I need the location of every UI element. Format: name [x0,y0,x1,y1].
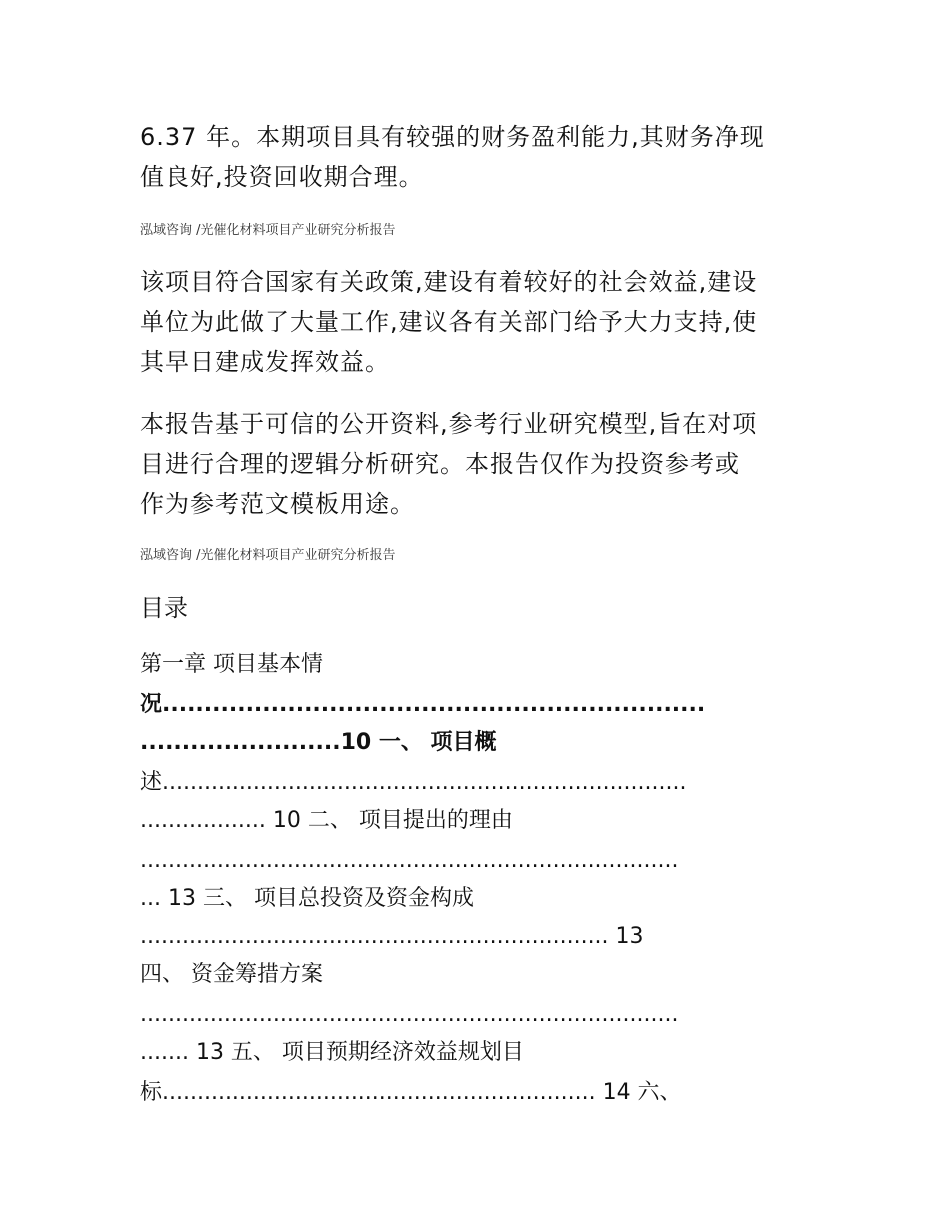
running-header: 泓域咨询 /光催化材料项目产业研究分析报告 [140,548,396,563]
paragraph-line: 值良好,投资回收期合理。 [140,163,424,191]
paragraph-policy [140,262,820,382]
paragraph-line: 目进行合理的逻辑分析研究。本报告仅作为投资参考或 [140,450,740,478]
toc-line: ............................................................................. [140,848,679,873]
toc-title: 目录 [140,594,188,622]
paragraph-line: 单位为此做了大量工作,建议各有关部门给予大力支持,使 [140,308,758,336]
paragraph-line: 本报告基于可信的公开资料,参考行业研究模型,旨在对项 [140,410,758,438]
toc-line: ....... 13 五、 项目预期经济效益规划目 [140,1040,524,1065]
toc-line: 第一章 项目基本情 [140,652,323,677]
paragraph-line: 其早日建成发挥效益。 [140,348,390,376]
toc-line: 述........................................................................... [140,770,687,795]
toc-line: .................. 10 二、 项目提出的理由 [140,808,513,833]
paragraph-financial-summary [140,117,820,197]
toc-line: ........................10 一、 项目概 [140,730,497,755]
toc-line: 标.............................................................. 14 六、 [140,1080,682,1105]
paragraph-line: 该项目符合国家有关政策,建设有着较好的社会效益,建设 [140,268,758,296]
paragraph-line: 作为参考范文模板用途。 [140,490,415,518]
toc-line: 四、 资金筹措方案 [140,962,323,987]
toc-line: ............................................................................. [140,1002,679,1027]
toc-line: ................................................................... 13 [140,924,644,949]
running-header: 泓域咨询 /光催化材料项目产业研究分析报告 [140,223,396,238]
paragraph-line: 6.37 年。本期项目具有较强的财务盈利能力,其财务净现 [140,123,765,151]
paragraph-disclaimer [140,404,820,524]
toc-line: ... 13 三、 项目总投资及资金构成 [140,886,474,911]
toc-line: 况................................................................. [140,692,706,717]
